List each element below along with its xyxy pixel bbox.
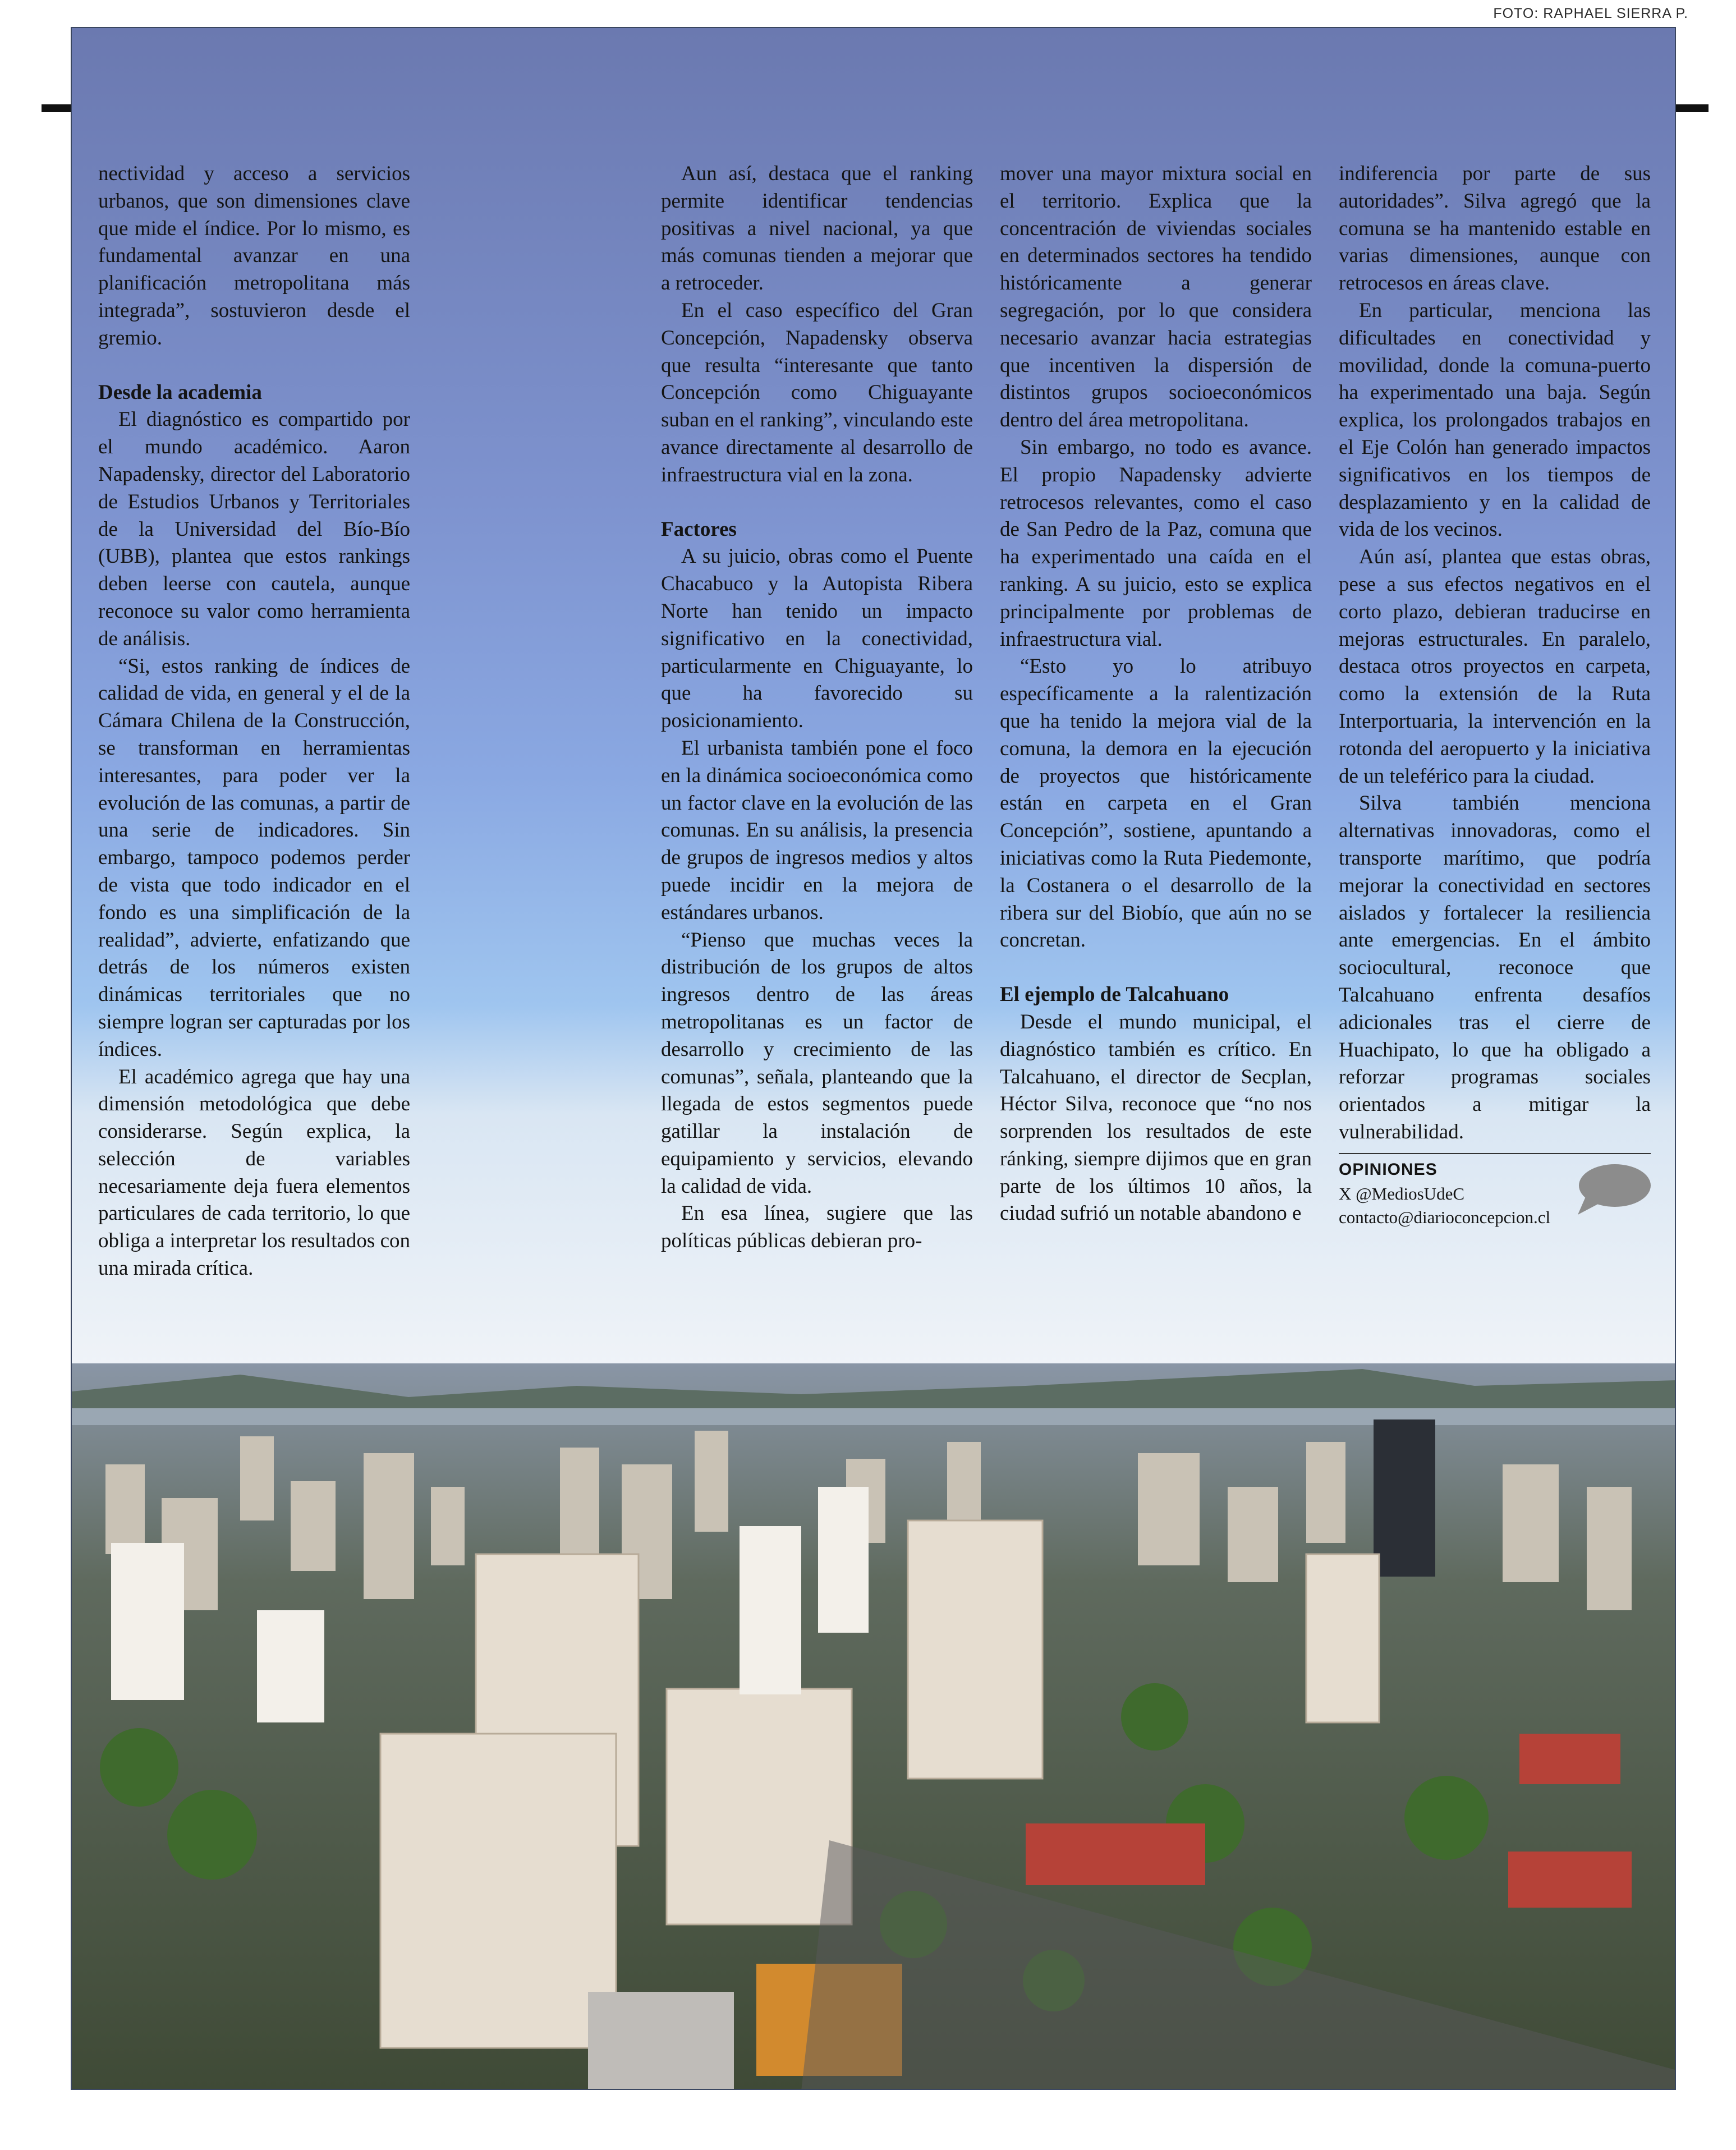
- opinions-label: OPINIONES: [1339, 1160, 1438, 1179]
- contact-email[interactable]: contacto@diarioconcepcion.cl: [1339, 1207, 1551, 1227]
- text-column-3: [1000, 160, 1312, 1228]
- text-column-4: [1339, 160, 1651, 1229]
- article-paragraph: En el caso específico del Gran Concepción, Napadensky observa que resulta “interesante que tanto Concepción como Chiguayante suban en el ranking”, vinculando este avance directamente al desarrollo de infraestructura vial en la zona.: [661, 298, 973, 486]
- article-paragraph: El diagnóstico es compartido por el mundo académico. Aaron Napadensky, director del Laboratorio de Estudios Urbanos y Territoriales de la Universidad del Bío-Bío (UBB), plantea que estos rankings deben leerse con cautela, aunque reconoce su valor como herramienta de análisis.: [98, 408, 410, 650]
- text-column-2: [661, 160, 973, 1255]
- article-paragraph: “Esto yo lo atribuyo específicamente a la ralentización que ha tenido la mejora vial de la comuna, la demora en la ejecución de proyectos que históricamente están en carpeta en el Gran Concepción”, sostiene, apuntando a iniciativas como la Ruta Piedemonte, la Costanera o el desarrollo de la ribera sur del Biobío, que aún no se concretan.: [1000, 655, 1312, 952]
- article-paragraph: Silva también menciona alternativas innovadoras, como el transporte marítimo, que podría mejorar la conectividad en sectores aislados y fortalecer la resiliencia ante emergencias. En el ámbito sociocultural, reconoce que Talcahuano enfrenta desafíos adicionales tras el cierre de Huachipato, lo que ha obligado a reforzar programas sociales orientados a mitigar la vulnerabilidad.: [1339, 792, 1651, 1143]
- section-heading: Factores: [661, 517, 737, 541]
- x-handle[interactable]: X @MediosUdeC: [1339, 1183, 1465, 1203]
- photo-credit: FOTO: RAPHAEL SIERRA P.: [1493, 6, 1688, 21]
- article-paragraph: En esa línea, sugiere que las políticas públicas debieran pro-: [661, 1202, 973, 1253]
- section-heading: Desde la academia: [98, 380, 262, 404]
- article-paragraph: “Si, estos ranking de índices de calidad de vida, en general y el de la Cámara Chilena de la Construcción, se transforman en herramientas interesantes, para poder ver la evolución de las comunas, a partir de una serie de indicadores. Sin embargo, tampoco podemos perder de vista que todo indicador en el fondo es una simplificación de la realidad”, advierte, enfatizando que detrás de los números existen dinámicas territoriales que no siempre logran ser capturadas por los índices.: [98, 654, 410, 1061]
- article-paragraph: El académico agrega que hay una dimensión metodológica que debe considerarse. Según explica, la selección de variables necesariamente deja fuera elementos particulares de cada territorio, lo que obliga a interpretar los resultados con una mirada crítica.: [98, 1065, 410, 1280]
- article-paragraph: “Pienso que muchas veces la distribución de los grupos de altos ingresos dentro de las áreas metropolitanas es un factor de desarrollo y crecimiento de las comunas”, señala, planteando que la llegada de estos segmentos puede gatillar la instalación de equipamiento y servicios, elevando la calidad de vida.: [661, 928, 973, 1198]
- article-paragraph: Aun así, destaca que el ranking permite identificar tendencias positivas a nivel nacional, ya que más comunas tienden a mejorar que a retroceder.: [661, 162, 973, 295]
- article-paragraph: A su juicio, obras como el Puente Chacabuco y la Autopista Ribera Norte han tenido un impacto significativo en la conectividad, particularmente en Chiguayante, lo que ha favorecido su posicionamiento.: [661, 545, 973, 733]
- section-rule-right: [1676, 104, 1709, 112]
- article-paragraph: mover una mayor mixtura social en el territorio. Explica que la concentración de viviendas sociales en determinados sectores ha tendido históricamente a generar segregación, por lo que considera necesario avanzar hacia estrategias que incentiven la dispersión de distintos grupos socioeconómicos dentro del área metropolitana.: [1000, 162, 1312, 432]
- article-paragraph: indiferencia por parte de sus autoridades”. Silva agregó que la comuna se ha mantenido estable en varias dimensiones, aunque con retrocesos en áreas clave.: [1339, 162, 1651, 295]
- text-column-1: [98, 160, 410, 1283]
- article-paragraph: Aún así, plantea que estas obras, pese a sus efectos negativos en el corto plazo, debieran traducirse en mejoras estructurales. En paralelo, destaca otros proyectos en carpeta, como la extensión de la Ruta Interportuaria, la intervención en la rotonda del aeropuerto y la iniciativa de un teleférico para la ciudad.: [1339, 545, 1651, 788]
- opinions-box: [1339, 1153, 1651, 1229]
- section-rule-left: [42, 104, 72, 112]
- article-paragraph: Sin embargo, no todo es avance. El propio Napadensky advierte retrocesos relevantes, como el caso de San Pedro de la Paz, comuna que ha experimentado una caída en el ranking. A su juicio, esto se explica principalmente por problemas de infraestructura vial.: [1000, 435, 1312, 651]
- article-paragraph: Desde el mundo municipal, el diagnóstico también es crítico. En Talcahuano, el director de Secplan, Héctor Silva, reconoce que “no nos sorprenden los resultados de este ránking, siempre dijimos que en gran parte de los últimos 10 años, la ciudad sufrió un notable abandono e: [1000, 1010, 1312, 1225]
- article-paragraph: En particular, menciona las dificultades en conectividad y movilidad, donde la comuna-puerto ha experimentado una baja. Según explica, los prolongados trabajos en el Eje Colón han generado impactos significativos en los tiempos de desplazamiento y en la calidad de vida de los vecinos.: [1339, 298, 1651, 541]
- speech-bubble-icon: [1573, 1162, 1652, 1218]
- section-heading: El ejemplo de Talcahuano: [1000, 983, 1229, 1007]
- article-paragraph: El urbanista también pone el foco en la dinámica socioeconómica como un factor clave en la evolución de las comunas. En su análisis, la presencia de grupos de ingresos medios y altos puede incidir en la mejora de estándares urbanos.: [661, 736, 973, 924]
- article-paragraph: nectividad y acceso a servicios urbanos, que son dimensiones clave que mide el índice. Por lo mismo, es fundamental avanzar en una planificación metropolitana más integrada”, sostuvieron desde el gremio.: [98, 162, 410, 350]
